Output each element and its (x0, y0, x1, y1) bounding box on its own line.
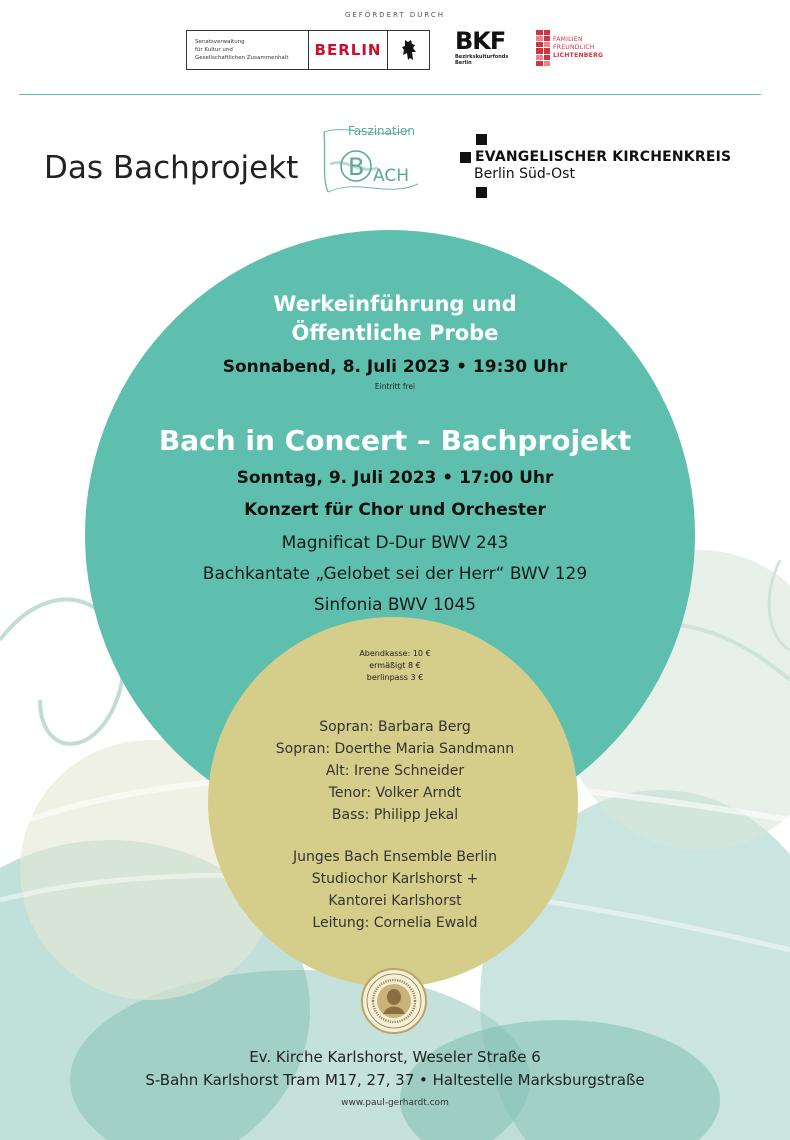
concert-subtitle: Konzert für Chor und Orchester (244, 500, 546, 520)
bkf-subtitle (455, 54, 515, 66)
ensemble-item: Junges Bach Ensemble Berlin (292, 849, 498, 865)
bkf-logo (455, 28, 515, 66)
bkf-line: Bezirkskulturfonds (455, 54, 509, 60)
senat-text (187, 31, 309, 69)
transport-info: S-Bahn Karlshorst Tram M17, 27, 37 • Haltestelle Marksburgstraße (145, 1071, 645, 1089)
senat-line: Senatsverwaltung (195, 39, 245, 45)
square-icon (460, 152, 471, 163)
bkf-wordmark: BKF (455, 27, 506, 55)
venue-address: Ev. Kirche Karlshorst, Weseler Straße 6 (249, 1048, 541, 1066)
bach-logo-graphic (318, 118, 430, 198)
family-line: FAMILIEN (553, 36, 583, 43)
square-icon (476, 187, 487, 198)
family-text (553, 36, 603, 60)
ensemble-item: Studiochor Karlshorst + (311, 871, 479, 887)
berlin-bear-icon (388, 31, 429, 69)
parish-seal-icon (361, 968, 427, 1034)
price-item: Abendkasse: 10 € (359, 649, 431, 658)
concert-title: Bach in Concert – Bachprojekt (158, 424, 632, 457)
faszination-bach-logo (318, 118, 430, 198)
logo-b: B (348, 153, 365, 181)
senat-line: Gesellschaftlichen Zusammenhalt (195, 55, 289, 61)
price-list (0, 648, 790, 684)
intro-date: Sonnabend, 8. Juli 2023 • 19:30 Uhr (222, 357, 568, 377)
family-line: LICHTENBERG (553, 52, 604, 59)
soloist-item: Bass: Philipp Jekal (331, 807, 459, 823)
work-item: Sinfonia BWV 1045 (313, 595, 477, 615)
family-pattern-icon (536, 30, 550, 66)
ensemble-item: Leitung: Cornelia Ewald (312, 915, 478, 931)
divider (19, 94, 761, 95)
soloist-list (0, 716, 790, 826)
price-item: berlinpass 3 € (366, 673, 424, 682)
kirchenkreis-title: EVANGELISCHER KIRCHENKREIS (475, 149, 732, 165)
soloist-item: Tenor: Volker Arndt (328, 785, 462, 801)
website-link[interactable]: www.paul-gerhardt.com (341, 1098, 449, 1108)
kirchenkreis-logo (460, 132, 731, 182)
work-item: Bachkantate „Gelobet sei der Herr“ BWV 129 (202, 564, 588, 584)
senat-line: für Kultur und (195, 47, 233, 53)
ensemble-item: Kantorei Karlshorst (328, 893, 462, 909)
intro-title-line: Werkeinführung und (273, 292, 517, 316)
soloist-item: Alt: Irene Schneider (325, 763, 465, 779)
family-line: FREUNDLICH (553, 44, 595, 51)
senat-berlin-logo (186, 30, 430, 70)
intro-title (0, 290, 790, 348)
page-title: Das Bachprojekt (44, 150, 299, 186)
logo-ach: ACH (373, 166, 409, 186)
price-item: ermäßigt 8 € (369, 661, 421, 670)
soloist-item: Sopran: Doerthe Maria Sandmann (275, 741, 515, 757)
intro-title-line: Öffentliche Probe (291, 321, 499, 345)
square-icon (476, 134, 487, 145)
logo-top-text: Faszination (348, 124, 415, 138)
soloist-item: Sopran: Barbara Berg (319, 719, 471, 735)
concert-date: Sonntag, 9. Juli 2023 • 17:00 Uhr (236, 468, 554, 488)
bkf-line: Berlin (455, 60, 472, 66)
kirchenkreis-subtitle: Berlin Süd-Ost (474, 166, 575, 182)
familienfreundlich-logo (536, 30, 603, 66)
berlin-wordmark: BERLIN (309, 31, 388, 69)
intro-entry: Eintritt frei (374, 382, 416, 391)
ensemble-list (0, 846, 790, 934)
sponsor-label: GEFÖRDERT DURCH (344, 11, 446, 19)
work-item: Magnificat D-Dur BWV 243 (281, 533, 509, 553)
